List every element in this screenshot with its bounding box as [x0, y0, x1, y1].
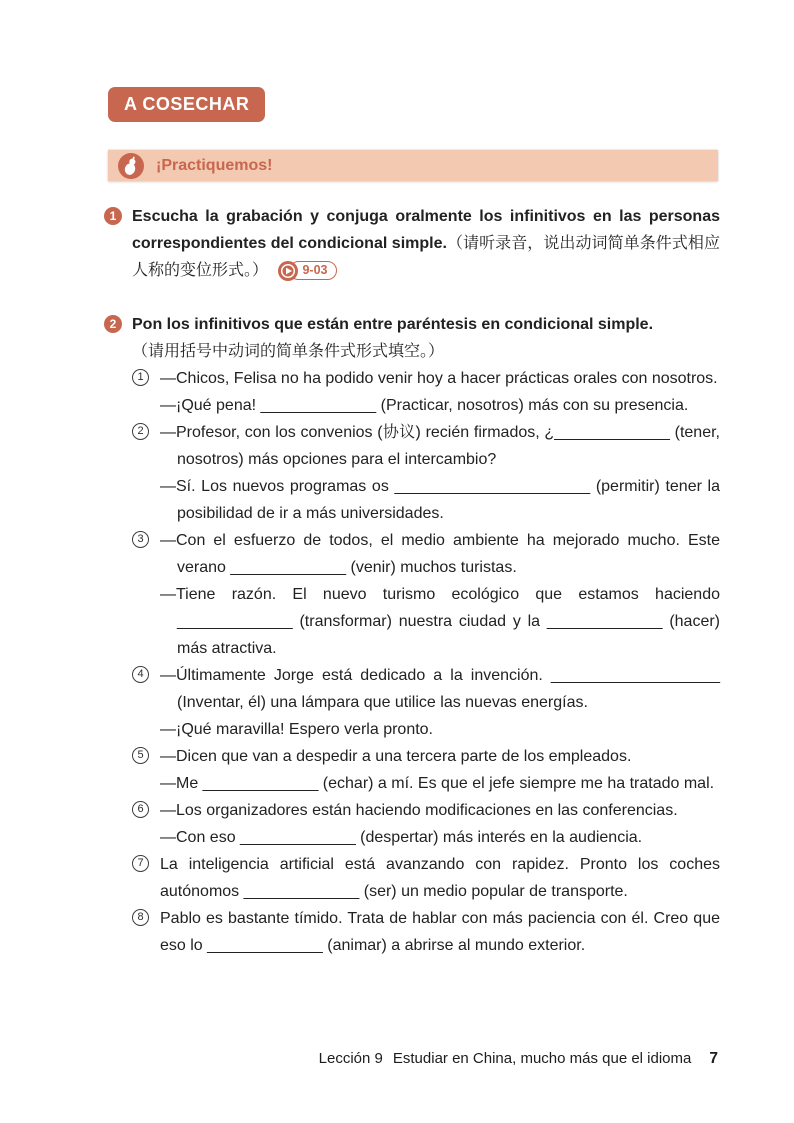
exercise-2-body [132, 311, 720, 959]
item-5-number: 5 [132, 747, 149, 764]
item-7-number: 7 [132, 855, 149, 872]
item-5 [132, 743, 720, 797]
exercise-1-text-es: Escucha la grabación y conjuga oralmente los infinitivos en las personas correspondientes del condicional simple. [132, 208, 720, 252]
item-4-line-2: —¡Qué maravilla! Espero verla pronto. [160, 721, 433, 738]
exercise-1 [104, 203, 720, 284]
item-3-line-2: —Tiene razón. El nuevo turismo ecológico que estamos haciendo _____________ (transformar) nuestra ciudad y la _____________ (hacer) más atractiva. [160, 586, 720, 657]
item-1-line-2: —¡Qué pena! _____________ (Practicar, nosotros) más con su presencia. [160, 397, 689, 414]
item-3 [132, 527, 720, 662]
item-7-line-1: La inteligencia artificial está avanzando con rapidez. Pronto los coches autónomos _____________ (ser) un medio popular de transporte. [160, 856, 720, 900]
item-1-line-1: —Chicos, Felisa no ha podido venir hoy a hacer prácticas orales con nosotros. [160, 370, 718, 387]
exercise-2-number: 2 [104, 315, 122, 333]
item-8-line-1: Pablo es bastante tímido. Trata de hablar con más paciencia con él. Creo que eso lo _____________ (animar) a abrirse al mundo exterior. [160, 910, 720, 954]
item-2 [132, 419, 720, 527]
practiquemos-banner [108, 150, 718, 181]
page-footer [319, 1050, 718, 1068]
item-4-line-1: —Últimamente Jorge está dedicado a la invención. ___________________ (Inventar, él) una lámpara que utilice las nuevas energías. [160, 667, 720, 711]
exercise-1-text-zh: （请听录音，说出动词简单条件式相应人称的变位形式。） [132, 235, 720, 279]
item-2-line-1: —Profesor, con los convenios (协议) recién firmados, ¿_____________ (tener, nosotros) más opciones para el intercambio? [160, 424, 720, 468]
play-icon [278, 261, 298, 281]
item-2-number: 2 [132, 423, 149, 440]
exercise-2-items [132, 365, 720, 959]
item-6-line-1: —Los organizadores están haciendo modificaciones en las conferencias. [160, 802, 678, 819]
page-content [104, 203, 720, 959]
item-5-line-2: —Me _____________ (echar) a mí. Es que el jefe siempre me ha tratado mal. [160, 775, 715, 792]
item-7 [132, 851, 720, 905]
item-6 [132, 797, 720, 851]
item-8 [132, 905, 720, 959]
audio-play-button[interactable] [278, 261, 336, 281]
item-6-line-2: —Con eso _____________ (despertar) más interés en la audiencia. [160, 829, 643, 846]
item-4-number: 4 [132, 666, 149, 683]
section-badge: A COSECHAR [108, 87, 265, 122]
item-5-line-1: —Dicen que van a despedir a una tercera parte de los empleados. [160, 748, 632, 765]
footer-title: Estudiar en China, mucho más que el idioma [392, 1050, 692, 1067]
exercise-1-number: 1 [104, 207, 122, 225]
exercise-1-instruction [132, 203, 720, 284]
item-8-number: 8 [132, 909, 149, 926]
gourd-icon [118, 153, 144, 179]
exercise-2-text-es: Pon los infinitivos que están entre paréntesis en condicional simple. [132, 316, 654, 333]
item-1-number: 1 [132, 369, 149, 386]
audio-track-label: 9-03 [289, 261, 336, 280]
footer-lesson: Lección 9 [318, 1050, 383, 1067]
item-1 [132, 365, 720, 419]
item-2-line-2: —Sí. Los nuevos programas os ______________________ (permitir) tener la posibilidad de ir a más universidades. [160, 478, 720, 522]
banner-title: ¡Practiquemos! [156, 156, 273, 174]
exercise-2-text-zh: （请用括号中动词的简单条件式形式填空。） [132, 343, 445, 360]
item-3-line-1: —Con el esfuerzo de todos, el medio ambiente ha mejorado mucho. Este verano _____________ (venir) muchos turistas. [160, 532, 720, 576]
item-3-number: 3 [132, 531, 149, 548]
item-6-number: 6 [132, 801, 149, 818]
item-4 [132, 662, 720, 743]
page-number: 7 [709, 1050, 718, 1067]
exercise-2 [104, 311, 720, 959]
